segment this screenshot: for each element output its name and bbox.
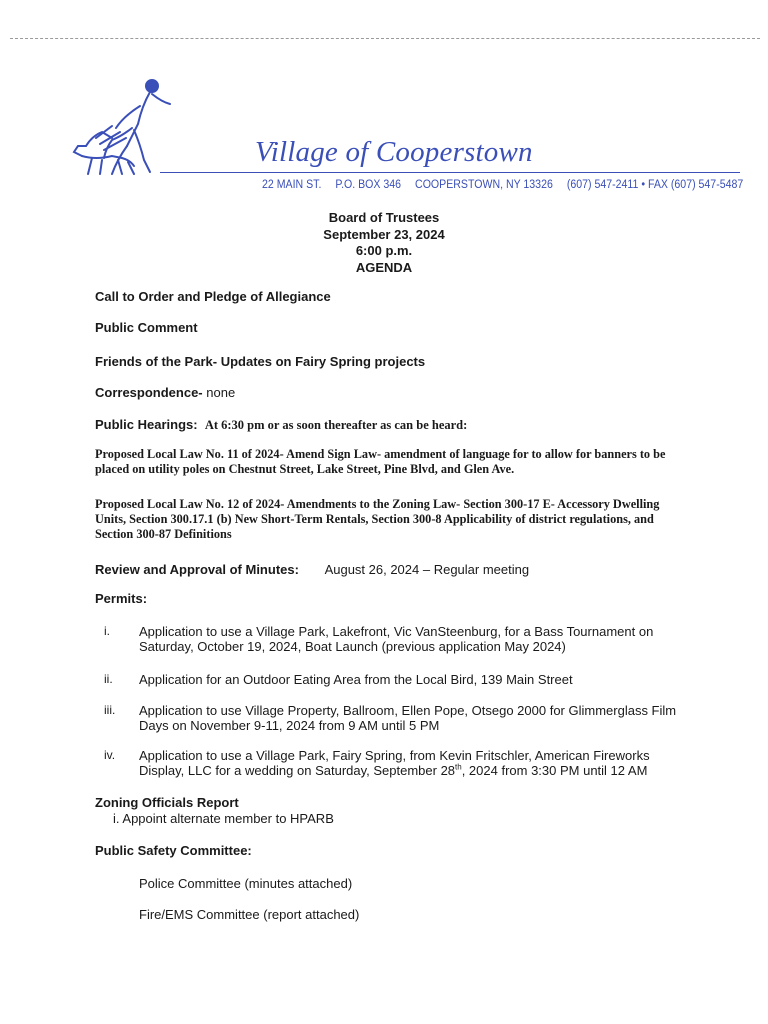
- permit-number: iii.: [104, 703, 116, 717]
- hunter-with-dog-logo: [72, 76, 182, 178]
- public-comment: Public Comment: [95, 320, 198, 335]
- local-law-12: Proposed Local Law No. 12 of 2024- Amendments to the Zoning Law- Section 300-17 E- Accessory Dwelling Units, Section 300.17.1 (b) New Short-Term Rentals, Section 300-8 Applicability of district regulations, and Section 300-87 Definitions: [95, 497, 660, 541]
- meeting-time: 6:00 p.m.: [355, 243, 413, 258]
- correspondence-value: none: [202, 385, 236, 400]
- po-box: P.O. BOX 346: [335, 179, 402, 191]
- permit-text: Application to use Village Property, Ballroom, Ellen Pope, Otsego 2000 for Glimmerglass Film Days on November 9-11, 2024 from 9 AM until 5 PM: [139, 703, 677, 733]
- permit-text-part: , 2024 from 3:30 PM until 12 AM: [461, 763, 648, 778]
- permit-text: [139, 748, 694, 778]
- minutes-value: August 26, 2024 – Regular meeting: [324, 562, 530, 577]
- zoning-item: i. Appoint alternate member to HPARB: [113, 811, 334, 826]
- city-state-zip: COOPERSTOWN, NY 13326: [415, 179, 553, 191]
- meeting-body: Board of Trustees: [328, 210, 440, 225]
- public-hearings-value: At 6:30 pm or as soon thereafter as can be heard:: [204, 418, 468, 432]
- street-address: 22 MAIN ST.: [262, 179, 322, 191]
- correspondence: [95, 385, 235, 400]
- public-hearings: [95, 417, 467, 433]
- police-committee: Police Committee (minutes attached): [139, 876, 353, 891]
- zoning-officials-report: Zoning Officials Report: [95, 795, 239, 810]
- minutes-label: Review and Approval of Minutes:: [95, 562, 299, 577]
- call-to-order: Call to Order and Pledge of Allegiance: [95, 289, 331, 304]
- scan-edge-line: [10, 38, 760, 39]
- permit-number: i.: [104, 624, 110, 638]
- review-minutes: [95, 562, 529, 577]
- permit-number: iv.: [104, 748, 116, 762]
- permit-text: Application to use a Village Park, Lakefront, Vic VanSteenburg, for a Bass Tournament on Saturday, October 19, 2024, Boat Launch (previous application May 2024): [139, 624, 654, 654]
- permit-text-part: Application to use a Village Park, Fairy Spring, from Kevin Fritschler, American Fireworks Display, LLC for a wedding on Saturday, September 28: [139, 748, 650, 778]
- permits-label: Permits:: [95, 591, 148, 606]
- fire-ems-committee: Fire/EMS Committee (report attached): [139, 907, 360, 922]
- village-title: Village of Cooperstown: [255, 136, 533, 168]
- public-safety-committee: Public Safety Committee:: [95, 843, 252, 858]
- public-hearings-label: Public Hearings:: [95, 417, 198, 432]
- phone-fax: (607) 547-2411 • FAX (607) 547-5487: [566, 179, 744, 191]
- letterhead-address: [262, 179, 754, 191]
- letterhead-rule: [160, 172, 740, 173]
- permit-text-sup: th: [455, 762, 462, 772]
- local-law-11: Proposed Local Law No. 11 of 2024- Amend Sign Law- amendment of language for to allow for banners to be placed on utility poles on Chestnut Street, Lake Street, Pine Blvd, and Glen Ave.: [95, 447, 666, 476]
- correspondence-label: Correspondence-: [95, 385, 203, 400]
- meeting-date: September 23, 2024: [323, 226, 445, 242]
- friends-of-park: Friends of the Park- Updates on Fairy Spring projects: [95, 354, 426, 369]
- agenda-heading: AGENDA: [355, 259, 413, 275]
- permit-text: Application for an Outdoor Eating Area from the Local Bird, 139 Main Street: [139, 672, 573, 687]
- meeting-header: [0, 210, 768, 276]
- permit-number: ii.: [104, 672, 113, 686]
